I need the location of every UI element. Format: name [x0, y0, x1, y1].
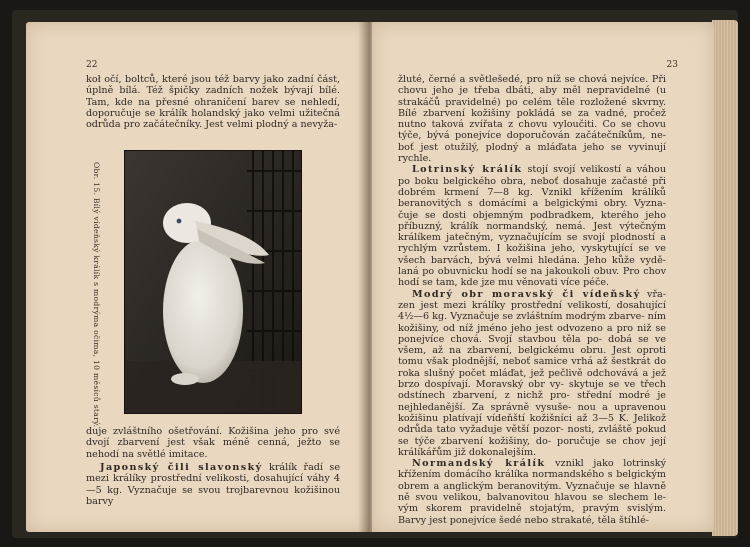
right-para3-line-11: střední modré je nejhledanější. Za správně vysuše- — [398, 390, 666, 413]
rabbit-photograph — [124, 150, 302, 414]
left-section-line-3: Vyznačuje se svou trojbarevnou kožišinou barvy — [86, 484, 340, 507]
right-para2-line-7: králíkem jatečným, vyznačujícím se svojí plodností a — [398, 232, 666, 244]
page-edges — [712, 20, 738, 536]
left-top-line-2: úplně bílá. Též špičky zadních nožek bývají bílé. — [86, 85, 340, 97]
section-heading-japonsky: Japonský čili slavonský — [100, 462, 263, 473]
right-para3-line-5: pro niž se ponejvíce chová. Svojí stavbou těla po- — [398, 322, 666, 345]
right-para2-line-11: chov hodí se tam, kde jze mu věnovati více péče. — [398, 266, 666, 289]
right-para4-line-6: Barvy jest ponejvíce šedé nebo strakaté, těla štíhlé- — [398, 514, 649, 526]
left-top-line-3: Tam, kde na přesné ohraničení barev se nehledí, — [86, 96, 340, 108]
right-para2-line-4: beranovitých s domácími a belgickými obry. Vyzna- — [398, 198, 666, 210]
right-para4-line-2: křížením domácího králíka normandského s belgickým — [398, 469, 666, 481]
right-para2-line-3: při dobrém krmení 7—8 kg. Vznikl křížením králíků — [398, 175, 666, 198]
left-section-paragraph — [86, 462, 340, 507]
right-para3-line-15: poručuje se chov její králíkářům již dokonalejším. — [398, 435, 666, 458]
right-para3-line-7: Jest oproti tomu však plodnější, neboť samice vrhá — [398, 345, 666, 368]
right-para3-line-10: skytuje se ve třech odstínech zbarvení, z nichž pro- — [398, 379, 666, 402]
rabbit-photo-svg — [125, 151, 301, 413]
right-para2-line-2: po boku belgického obra, neboť dosahuje začasté — [398, 175, 653, 187]
right-para1-line-8: rychle. — [398, 153, 432, 165]
right-para3-line-2: zen jest mezi králíky prostřední velikostí, dosahující — [398, 299, 666, 311]
left-top-line-1: koł očí, boltců, které jsou též barvy jako zadní část, — [86, 74, 340, 85]
left-top-line-5: odrůda pro začátečníky. Jest velmi plodný a nevyža- — [86, 119, 338, 131]
left-section-line-2: králíky prostřední velikosti, dosahující váhy 4—5 kg. — [86, 473, 340, 496]
right-para3-line-4: ním kožišiny, od níž jméno jeho jest odvozeno a — [398, 311, 666, 334]
right-page — [372, 22, 714, 532]
right-para1-line-3: (u strakáčů pravidelné) po celém těle rozložené skvrny. — [398, 85, 666, 108]
left-bottom-line-1: duje zvláštního ošetřování. Kožišina jeho pro své — [86, 426, 340, 437]
right-para3-line-13: až 3—5 K. Jelikož odrůda tato vyžaduje větší pozor- — [398, 412, 667, 436]
right-para1-line-7: boť jest otužilý, plodný a mláďata jeho se vyvinují — [398, 141, 666, 153]
right-para1-line-1: žluté, černé a světlešedé, pro níž se chová nejvíce. — [398, 74, 652, 85]
right-para1-line-5: nutno taková zvířata z chovu vyloučiti. Co se chovu — [398, 119, 666, 131]
right-para3-line-6: dobá se ve všem, až na zbarvení, belgickému obru. — [398, 333, 666, 357]
right-para4-line-1: vznikl jako lotrinský — [545, 458, 666, 470]
right-para2-line-8: rychlým vzrůstem. I kožišina jeho, vyskytující se ve — [398, 243, 666, 255]
left-page-number: 22 — [86, 60, 98, 70]
right-para3-line-9: odchovává a jež brzo dospívají. Moravský obr vy- — [398, 367, 666, 391]
section-heading-normandsky: Normandský králík — [412, 458, 546, 470]
right-para4-line-3: obrem a anglickým beranovitým. Vyznačuje se hlavně — [398, 480, 666, 492]
right-para2-line-10: laná po obuvnicku hodí se na jakoukoli obuv. Pro — [398, 266, 644, 278]
left-section-line-1: králík řadí se mezi — [86, 462, 340, 485]
right-para1-line-6: týče, bývá ponejvíce doporučován začátečníkům, ne- — [398, 130, 666, 142]
right-para1-line-2: Při chovu jeho je třeba dbáti, aby měl nepravidelné — [398, 74, 666, 97]
right-para3-line-14: nosti, zvláště pokud se týče zbarvení kožišiny, do- — [398, 424, 666, 447]
right-para2-line-9: všech barvách, bývá velmi hledána. Jeho kůže vydě- — [398, 254, 666, 266]
left-page — [26, 22, 372, 532]
right-para3-line-3: 4½—6 kg. Vyznačuje se zvláštním modrým zbarve- — [398, 311, 648, 323]
left-bottom-paragraph — [86, 426, 340, 460]
right-para4-line-5: vým skorem pravidelně stojatým, pravým svislým. — [398, 503, 666, 515]
right-para2-line-5: čuje se dosti objemným podbradkem, kterého jeho — [398, 209, 666, 221]
right-para3-line-1: vřa- — [640, 288, 666, 300]
left-top-paragraph — [86, 74, 340, 130]
right-para4-line-4: ně svou velikou, balvanovitou hlavou se slechem le- — [398, 491, 666, 503]
left-bottom-line-3: na světlé imitace. — [122, 448, 208, 460]
section-heading-lotrinsky: Lotrinský králík — [412, 164, 523, 176]
left-top-line-4: doporučuje se králík holandský jako velmi užitečná — [86, 107, 340, 119]
right-para3-line-8: až šestkrát do roka slušný počet mláďat, jež pečlivě — [398, 356, 666, 379]
figure-caption: Obr. 15. Bílý vídeňský králík s modrýma očima, 10 měsíců starý. — [92, 162, 101, 428]
right-para2-line-1: stojí svojí velikostí a váhou — [522, 164, 667, 176]
right-para3-line-12: nou a upravenou kožišinu platívají vídeňští kožišníci — [398, 401, 666, 424]
right-para2-line-6: příbuzný, králík normandský, nemá. Jest výtečným — [398, 220, 666, 232]
right-page-number: 23 — [666, 60, 678, 70]
right-para1-line-4: Bílé zbarvení kožišiny pokládá se za vadné, pročež — [398, 107, 666, 119]
open-book — [12, 10, 738, 538]
section-heading-modry-obr: Modrý obr moravský či vídeňský — [412, 288, 641, 300]
right-page-text — [398, 74, 666, 526]
left-bottom-line-2: dvojí zbarvení jest však méně cenná, ježto se nehodí — [86, 437, 340, 460]
